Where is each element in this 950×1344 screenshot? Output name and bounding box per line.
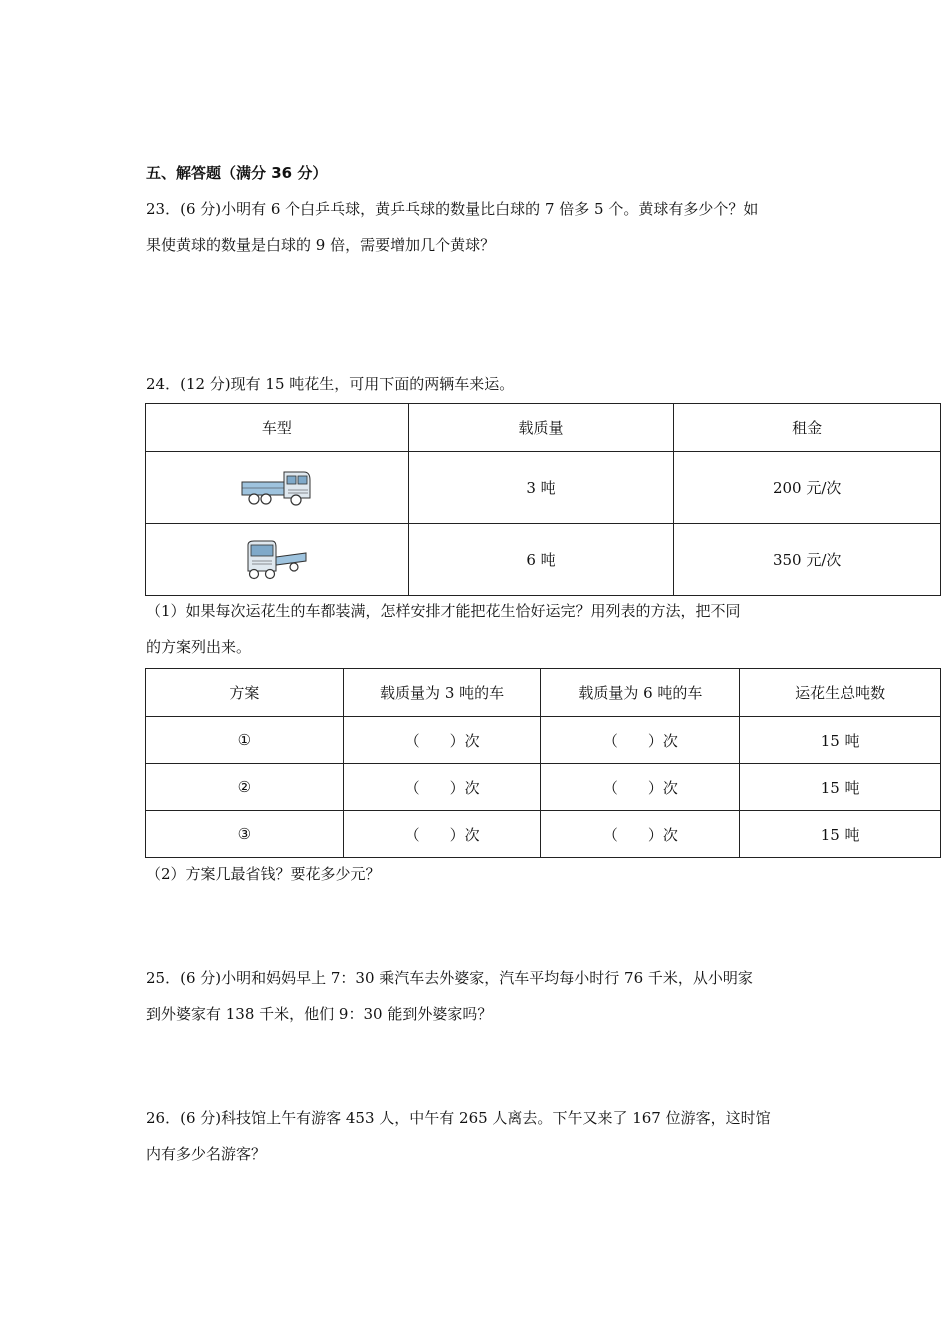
question-26-line-1: 26．(6 分)科技馆上午有游客 453 人，中午有 265 人离去。下午又来了 167 位游客，这时馆	[146, 1109, 771, 1127]
question-24-part-2: （2）方案几最省钱？要花多少元？	[146, 865, 381, 883]
truck-table-header-row	[146, 404, 941, 452]
truck-type-cell	[146, 452, 409, 524]
question-24-part-1-line-2: 的方案列出来。	[146, 638, 252, 656]
total-tons: 15 吨	[740, 717, 941, 764]
question-26-line-2: 内有多少名游客？	[146, 1145, 267, 1163]
rent-cell: 350 元/次	[674, 524, 941, 596]
question-23-line-1: 23．(6 分)小明有 6 个白乒乓球，黄乒乓球的数量比白球的 7 倍多 5 个。黄球有多少个？如	[146, 200, 759, 218]
plan-number: ①	[146, 717, 344, 764]
question-25-line-2: 到外婆家有 138 千米，他们 9：30 能到外婆家吗？	[146, 1005, 493, 1023]
question-24-intro: 24．(12 分)现有 15 吨花生，可用下面的两辆车来运。	[146, 375, 515, 393]
header-plan: 方案	[146, 669, 344, 717]
small-truck-trips-blank[interactable]: （ ）次	[343, 811, 541, 858]
large-truck-trips-blank[interactable]: （ ）次	[541, 811, 740, 858]
total-tons: 15 吨	[740, 811, 941, 858]
header-total-tons: 运花生总吨数	[740, 669, 941, 717]
plan-table-row	[146, 811, 941, 858]
plan-table	[145, 668, 941, 858]
plan-table-header-row	[146, 669, 941, 717]
large-truck-trips-blank[interactable]: （ ）次	[541, 717, 740, 764]
rent-cell: 200 元/次	[674, 452, 941, 524]
question-23-line-2: 果使黄球的数量是白球的 9 倍，需要增加几个黄球？	[146, 236, 496, 254]
truck-type-cell	[146, 524, 409, 596]
header-large-truck: 载质量为 6 吨的车	[541, 669, 740, 717]
question-24-part-1-line-1: （1）如果每次运花生的车都装满，怎样安排才能把花生恰好运完？用列表的方法，把不同	[146, 602, 741, 620]
truck-table-row	[146, 524, 941, 596]
total-tons: 15 吨	[740, 764, 941, 811]
section-title: 五、解答题（满分 36 分）	[146, 164, 328, 182]
plan-number: ③	[146, 811, 344, 858]
small-truck-trips-blank[interactable]: （ ）次	[343, 764, 541, 811]
large-truck-icon	[244, 539, 310, 581]
large-truck-trips-blank[interactable]: （ ）次	[541, 764, 740, 811]
header-load: 载质量	[408, 404, 674, 452]
plan-table-row	[146, 717, 941, 764]
plan-table-row	[146, 764, 941, 811]
small-truck-trips-blank[interactable]: （ ）次	[343, 717, 541, 764]
header-truck-type: 车型	[146, 404, 409, 452]
small-truck-icon	[240, 468, 314, 508]
load-cell: 3 吨	[408, 452, 674, 524]
truck-info-table	[145, 403, 941, 596]
truck-table-row	[146, 452, 941, 524]
load-cell: 6 吨	[408, 524, 674, 596]
question-25-line-1: 25．(6 分)小明和妈妈早上 7：30 乘汽车去外婆家，汽车平均每小时行 76 千米，从小明家	[146, 969, 753, 987]
header-rent: 租金	[674, 404, 941, 452]
plan-number: ②	[146, 764, 344, 811]
header-small-truck: 载质量为 3 吨的车	[343, 669, 541, 717]
